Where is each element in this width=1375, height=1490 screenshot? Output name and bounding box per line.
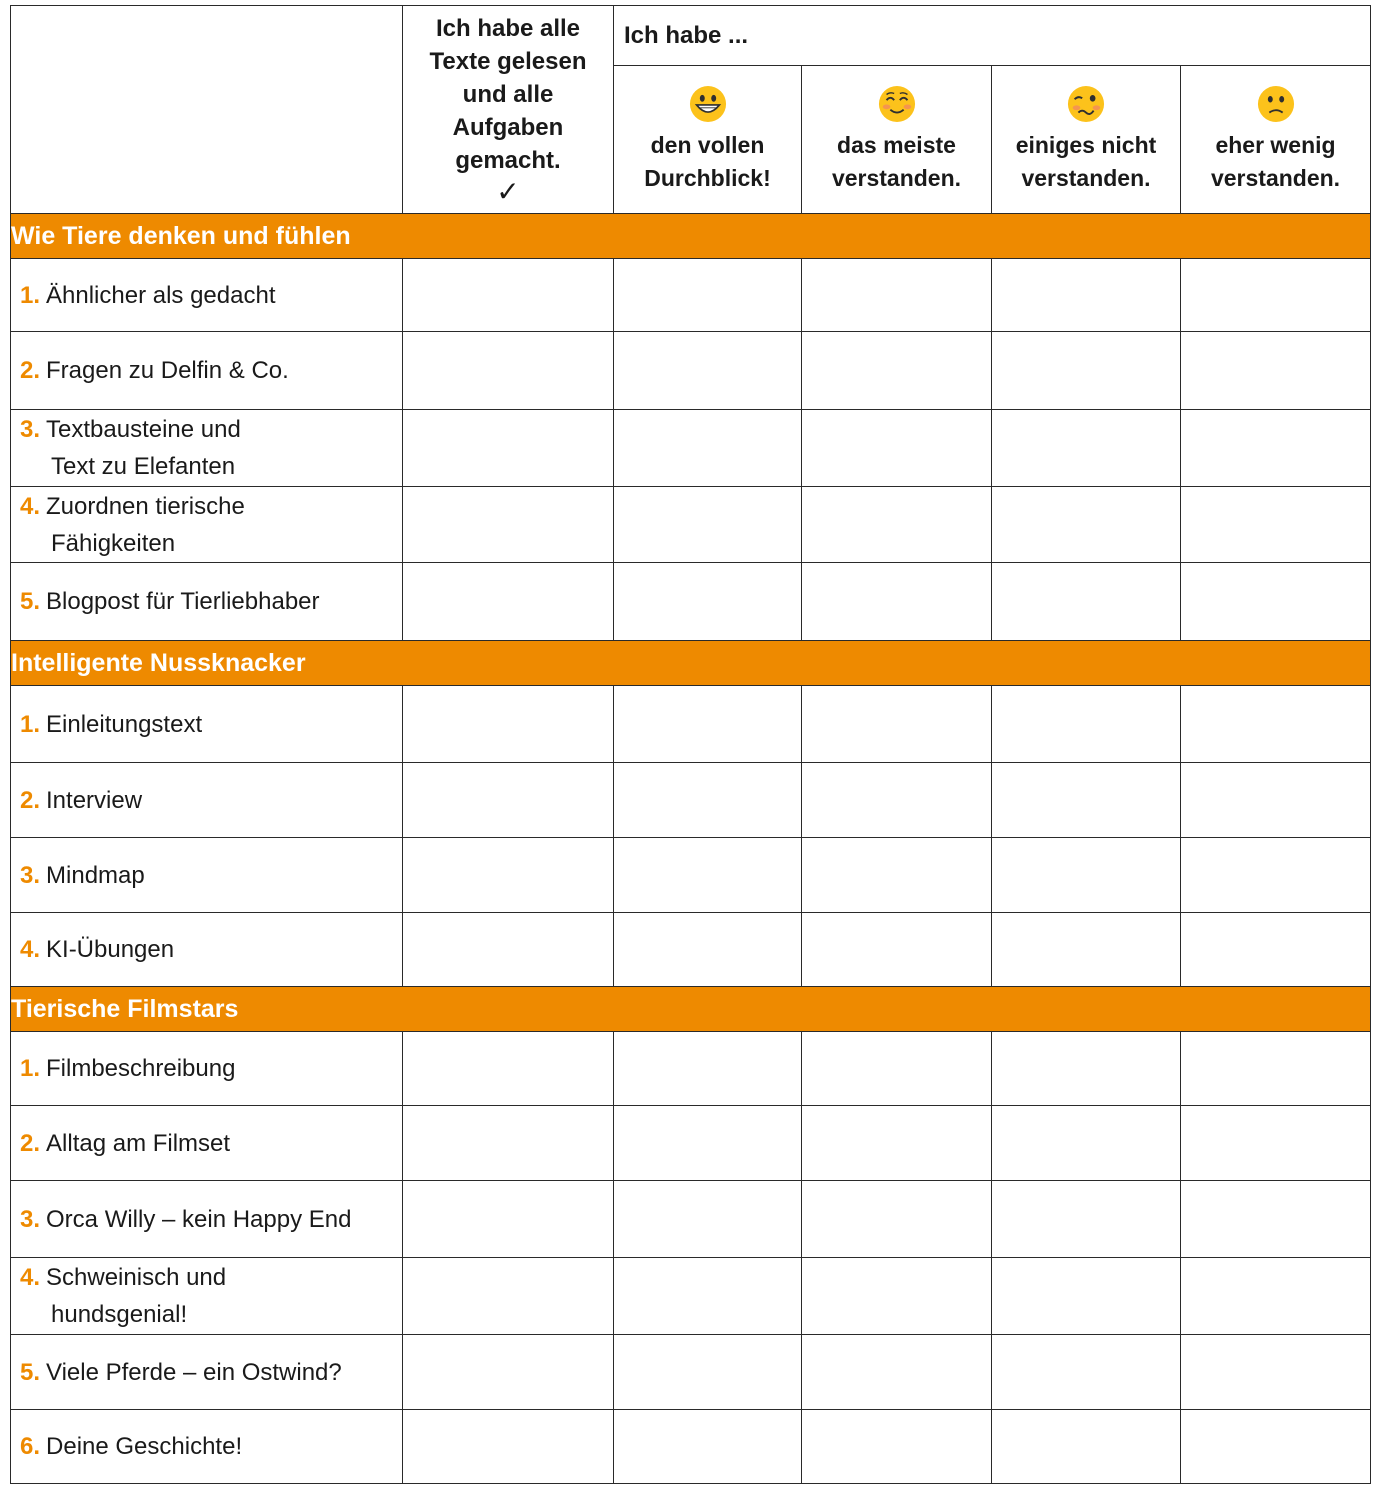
rating-cell-some-not[interactable] xyxy=(992,838,1181,913)
check-cell[interactable] xyxy=(403,838,614,913)
rating-cell-little[interactable] xyxy=(1181,1258,1371,1335)
rating-cell-some-not[interactable] xyxy=(992,487,1181,563)
rating-label-line: verstanden. xyxy=(1210,164,1341,191)
rating-label-line: einiges nicht xyxy=(1015,131,1157,158)
task-number: 2. xyxy=(20,1129,41,1157)
rating-cell-some-not[interactable] xyxy=(992,1335,1181,1410)
task-number: 2. xyxy=(20,357,41,384)
check-cell[interactable] xyxy=(403,487,614,563)
task-label xyxy=(11,332,403,410)
task-text: Deine Geschichte! xyxy=(46,1433,243,1460)
rating-cell-most[interactable] xyxy=(802,332,992,410)
rating-cell-little[interactable] xyxy=(1181,410,1371,487)
check-cell[interactable] xyxy=(403,763,614,838)
checkmark-icon: ✓ xyxy=(496,176,520,207)
task-number: 4. xyxy=(20,492,41,520)
task-row xyxy=(11,686,1371,763)
rating-cell-some-not[interactable] xyxy=(992,563,1181,641)
rating-cell-some-not[interactable] xyxy=(992,410,1181,487)
rating-cell-most[interactable] xyxy=(802,1258,992,1335)
section-title: Wie Tiere denken und fühlen xyxy=(11,214,1371,259)
task-number: 6. xyxy=(20,1433,41,1460)
task-label-line xyxy=(20,352,402,389)
rating-header-most xyxy=(802,66,992,214)
task-text: Ähnlicher als gedacht xyxy=(46,281,276,309)
task-label-line xyxy=(20,583,402,620)
task-number: 5. xyxy=(20,588,41,615)
check-cell[interactable] xyxy=(403,913,614,987)
check-cell[interactable] xyxy=(403,410,614,487)
section-header xyxy=(11,987,1371,1032)
task-label-line xyxy=(20,1125,402,1162)
rating-cell-full[interactable] xyxy=(614,563,802,641)
rating-cell-some-not[interactable] xyxy=(992,763,1181,838)
rating-cell-little[interactable] xyxy=(1181,913,1371,987)
task-label xyxy=(11,1106,403,1181)
rating-cell-most[interactable] xyxy=(802,1032,992,1106)
rating-label-line: verstanden. xyxy=(1021,164,1151,191)
header-row-1 xyxy=(11,6,1371,66)
task-row xyxy=(11,332,1371,410)
task-row xyxy=(11,1032,1371,1106)
task-row xyxy=(11,1410,1371,1484)
task-label-line xyxy=(20,411,402,448)
task-text: Textbausteine und xyxy=(46,416,241,443)
task-label-line xyxy=(20,277,402,314)
task-row xyxy=(11,1181,1371,1258)
task-row xyxy=(11,563,1371,641)
header-all-done-line: Ich habe alle xyxy=(435,15,581,42)
rating-header-full xyxy=(614,66,802,214)
task-number: 2. xyxy=(20,786,41,814)
header-ich-habe: Ich habe ... xyxy=(614,6,1371,66)
task-row xyxy=(11,838,1371,913)
task-text: Fragen zu Delfin & Co. xyxy=(46,357,289,384)
rating-cell-full[interactable] xyxy=(614,1258,802,1335)
rating-cell-little[interactable] xyxy=(1181,259,1371,332)
task-number: 4. xyxy=(20,936,41,963)
task-label xyxy=(11,838,403,913)
task-text: Einleitungstext xyxy=(46,710,203,738)
task-row xyxy=(11,763,1371,838)
task-text: Schweinisch und xyxy=(46,1264,227,1291)
rating-cell-most[interactable] xyxy=(802,487,992,563)
rating-cell-little[interactable] xyxy=(1181,563,1371,641)
task-number: 3. xyxy=(20,416,41,443)
check-cell[interactable] xyxy=(403,332,614,410)
rating-cell-most[interactable] xyxy=(802,410,992,487)
rating-label-line: eher wenig xyxy=(1215,131,1336,158)
task-row xyxy=(11,1106,1371,1181)
rating-cell-most[interactable] xyxy=(802,763,992,838)
task-label-line xyxy=(20,782,402,819)
rating-cell-full[interactable] xyxy=(614,487,802,563)
check-cell[interactable] xyxy=(403,1258,614,1335)
rating-cell-most[interactable] xyxy=(802,1410,992,1484)
rating-cell-little[interactable] xyxy=(1181,1106,1371,1181)
rating-cell-full[interactable] xyxy=(614,332,802,410)
rating-cell-full[interactable] xyxy=(614,686,802,763)
task-row xyxy=(11,1335,1371,1410)
task-text: KI-Übungen xyxy=(46,936,175,963)
rating-cell-full[interactable] xyxy=(614,1410,802,1484)
task-label-line xyxy=(20,1354,402,1391)
task-text: Orca Willy – kein Happy End xyxy=(46,1205,352,1233)
rating-cell-some-not[interactable] xyxy=(992,1032,1181,1106)
grinning-face-icon xyxy=(689,85,727,123)
rating-cell-some-not[interactable] xyxy=(992,259,1181,332)
smiling-face-icon xyxy=(878,85,916,123)
task-text: Viele Pferde – ein Ostwind? xyxy=(46,1358,342,1386)
task-number: 3. xyxy=(20,861,41,889)
rating-cell-some-not[interactable] xyxy=(992,686,1181,763)
rating-cell-most[interactable] xyxy=(802,1181,992,1258)
rating-cell-little[interactable] xyxy=(1181,332,1371,410)
task-label-line xyxy=(20,1259,402,1296)
rating-cell-some-not[interactable] xyxy=(992,1181,1181,1258)
task-label xyxy=(11,1181,403,1258)
task-number: 3. xyxy=(20,1205,41,1233)
rating-cell-little[interactable] xyxy=(1181,763,1371,838)
rating-cell-most[interactable] xyxy=(802,913,992,987)
task-label-line xyxy=(20,706,402,743)
check-cell[interactable] xyxy=(403,1335,614,1410)
section-header xyxy=(11,214,1371,259)
rating-label-line: Durchblick! xyxy=(644,164,771,191)
rating-cell-full[interactable] xyxy=(614,410,802,487)
rating-cell-full[interactable] xyxy=(614,1106,802,1181)
rating-cell-little[interactable] xyxy=(1181,1032,1371,1106)
task-text-continued: hundsgenial! xyxy=(51,1301,188,1328)
rating-cell-little[interactable] xyxy=(1181,487,1371,563)
task-label xyxy=(11,259,403,332)
rating-cell-full[interactable] xyxy=(614,913,802,987)
task-number: 1. xyxy=(20,1055,41,1082)
rating-header-some-not xyxy=(992,66,1181,214)
task-label xyxy=(11,563,403,641)
rating-cell-most[interactable] xyxy=(802,1106,992,1181)
self-assessment-table xyxy=(10,5,1371,1484)
task-row xyxy=(11,410,1371,487)
header-empty-cell xyxy=(11,6,403,214)
check-cell[interactable] xyxy=(403,1106,614,1181)
rating-cell-full[interactable] xyxy=(614,838,802,913)
rating-label-line: das meiste xyxy=(837,131,956,158)
header-all-done xyxy=(403,6,614,214)
section-header xyxy=(11,641,1371,686)
rating-cell-little[interactable] xyxy=(1181,838,1371,913)
task-number: 1. xyxy=(20,281,41,309)
rating-cell-most[interactable] xyxy=(802,686,992,763)
task-label-line xyxy=(20,857,402,894)
rating-cell-full[interactable] xyxy=(614,763,802,838)
task-text: Filmbeschreibung xyxy=(46,1055,236,1082)
task-text-continued: Text zu Elefanten xyxy=(51,453,236,480)
task-label xyxy=(11,1032,403,1106)
task-label xyxy=(11,1335,403,1410)
rating-cell-most[interactable] xyxy=(802,1335,992,1410)
rating-cell-most[interactable] xyxy=(802,563,992,641)
header-all-done-line: Aufgaben xyxy=(452,114,564,141)
rating-cell-some-not[interactable] xyxy=(992,1106,1181,1181)
task-text: Zuordnen tierische xyxy=(46,492,245,520)
check-cell[interactable] xyxy=(403,1032,614,1106)
check-cell[interactable] xyxy=(403,1410,614,1484)
header-all-done-line: Texte gelesen xyxy=(429,48,587,75)
task-number: 1. xyxy=(20,710,41,738)
rating-header-little xyxy=(1181,66,1371,214)
task-label xyxy=(11,1410,403,1484)
rating-cell-little[interactable] xyxy=(1181,1335,1371,1410)
rating-cell-some-not[interactable] xyxy=(992,332,1181,410)
rating-label-line: den vollen xyxy=(650,131,765,158)
check-cell[interactable] xyxy=(403,563,614,641)
rating-cell-most[interactable] xyxy=(802,259,992,332)
header-all-done-line: und alle xyxy=(462,81,554,108)
task-number: 5. xyxy=(20,1358,41,1386)
task-row xyxy=(11,913,1371,987)
rating-cell-little[interactable] xyxy=(1181,686,1371,763)
task-label-line xyxy=(20,931,402,968)
task-label-line xyxy=(20,1050,402,1087)
task-text: Interview xyxy=(46,786,143,814)
task-label-line xyxy=(20,488,402,525)
task-text: Mindmap xyxy=(46,861,145,889)
task-label xyxy=(11,410,403,487)
rating-label-line: verstanden. xyxy=(831,164,962,191)
task-row xyxy=(11,259,1371,332)
rating-cell-full[interactable] xyxy=(614,1335,802,1410)
woozy-face-icon xyxy=(1067,85,1105,123)
rating-cell-little[interactable] xyxy=(1181,1410,1371,1484)
rating-cell-some-not[interactable] xyxy=(992,913,1181,987)
section-title: Tierische Filmstars xyxy=(11,987,1371,1032)
task-text: Blogpost für Tierliebhaber xyxy=(46,588,320,615)
task-label xyxy=(11,1258,403,1335)
task-label xyxy=(11,763,403,838)
task-label xyxy=(11,686,403,763)
check-cell[interactable] xyxy=(403,686,614,763)
task-text: Alltag am Filmset xyxy=(46,1129,231,1157)
rating-cell-some-not[interactable] xyxy=(992,1410,1181,1484)
task-label-line xyxy=(20,1201,402,1238)
check-cell[interactable] xyxy=(403,259,614,332)
task-row xyxy=(11,1258,1371,1335)
rating-cell-little[interactable] xyxy=(1181,1181,1371,1258)
rating-cell-full[interactable] xyxy=(614,259,802,332)
slightly-frowning-face-icon xyxy=(1257,85,1295,123)
task-number: 4. xyxy=(20,1264,41,1291)
task-label xyxy=(11,487,403,563)
rating-cell-full[interactable] xyxy=(614,1181,802,1258)
task-label xyxy=(11,913,403,987)
section-title: Intelligente Nussknacker xyxy=(11,641,1371,686)
task-text-continued: Fähigkeiten xyxy=(51,529,176,557)
rating-cell-most[interactable] xyxy=(802,838,992,913)
header-all-done-line: gemacht. xyxy=(455,147,561,174)
rating-cell-full[interactable] xyxy=(614,1032,802,1106)
check-cell[interactable] xyxy=(403,1181,614,1258)
task-label-line xyxy=(20,1428,402,1465)
rating-cell-some-not[interactable] xyxy=(992,1258,1181,1335)
task-row xyxy=(11,487,1371,563)
